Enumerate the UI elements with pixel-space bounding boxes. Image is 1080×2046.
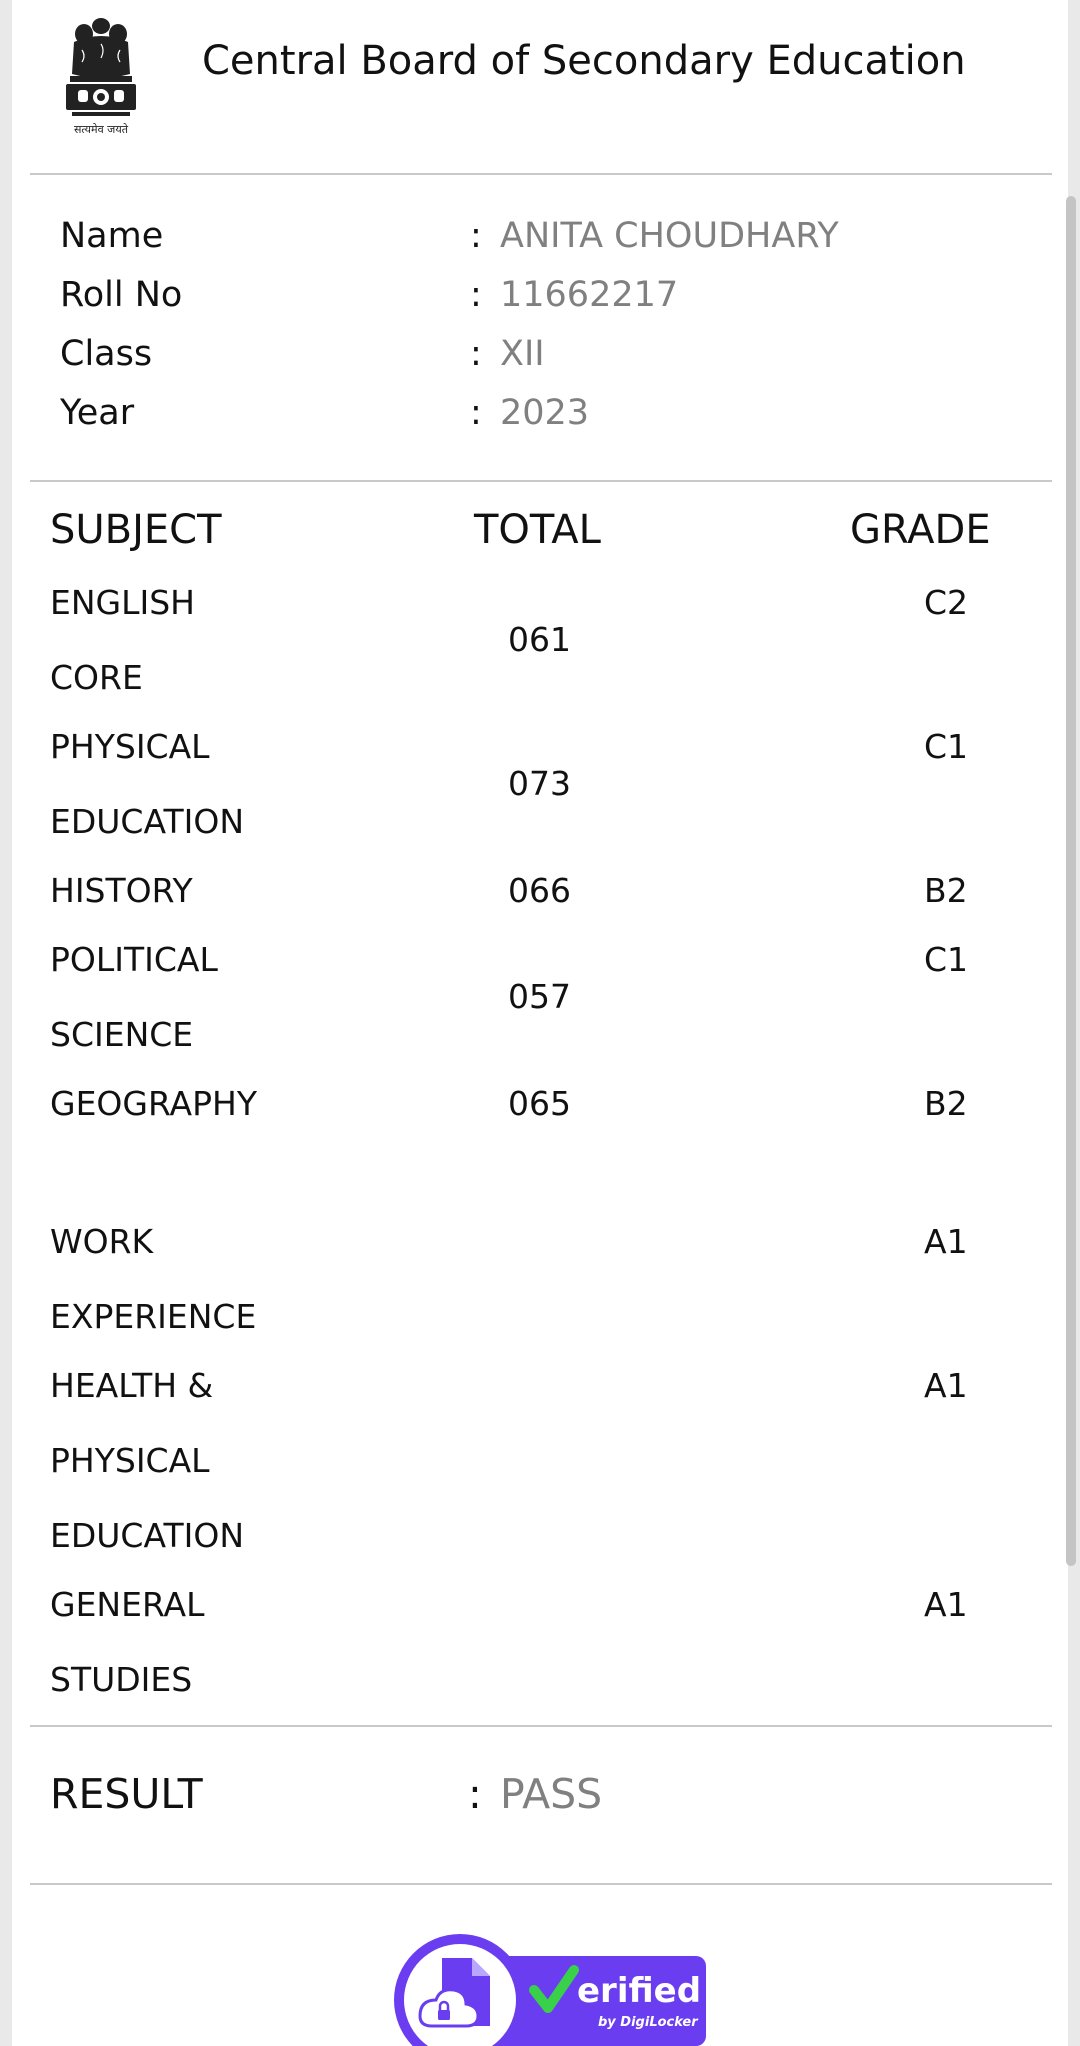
digilocker-verified-badge xyxy=(394,1930,714,2046)
info-separator: : xyxy=(470,393,482,433)
column-header-subject: SUBJECT xyxy=(50,507,222,553)
subject-name: HISTORY xyxy=(50,871,193,910)
marksheet-page xyxy=(12,0,1068,2046)
info-row-year xyxy=(12,393,1068,447)
subject-name: STUDIES xyxy=(50,1660,193,1699)
subject-name: GENERAL xyxy=(50,1585,205,1624)
info-row-roll-no xyxy=(12,275,1068,329)
divider xyxy=(30,480,1052,482)
svg-text:erified: erified xyxy=(577,1971,702,2011)
info-label: Name xyxy=(60,216,164,256)
info-label: Class xyxy=(60,334,153,374)
subject-grade: C1 xyxy=(924,940,969,979)
info-separator: : xyxy=(470,275,482,315)
student-name-value: ANITA CHOUDHARY xyxy=(500,216,839,256)
divider xyxy=(30,1725,1052,1727)
subject-total: 065 xyxy=(508,1084,571,1123)
subject-grade: A1 xyxy=(924,1585,968,1624)
roll-no-value: 11662217 xyxy=(500,275,679,315)
column-header-grade: GRADE xyxy=(850,507,991,553)
subject-name: ENGLISH xyxy=(50,583,195,622)
info-separator: : xyxy=(470,334,482,374)
subject-grade: C1 xyxy=(924,727,969,766)
national-emblem-icon xyxy=(56,12,146,140)
board-title: Central Board of Secondary Education xyxy=(202,38,966,84)
subject-name: EXPERIENCE xyxy=(50,1297,257,1336)
subject-name: EDUCATION xyxy=(50,802,245,841)
info-row-name xyxy=(12,216,1068,270)
svg-text:सत्यमेव जयते: सत्यमेव जयते xyxy=(73,123,129,136)
subject-grade: A1 xyxy=(924,1366,968,1405)
result-separator: : xyxy=(468,1770,482,1818)
subject-grade: A1 xyxy=(924,1222,968,1261)
subject-grade: B2 xyxy=(924,871,968,910)
result-value: PASS xyxy=(500,1770,603,1818)
subject-name: WORK xyxy=(50,1222,154,1261)
subject-name: HEALTH & xyxy=(50,1366,214,1405)
subject-name: SCIENCE xyxy=(50,1015,194,1054)
subject-total: 073 xyxy=(508,764,571,803)
subject-name: PHYSICAL xyxy=(50,727,210,766)
subject-name: PHYSICAL xyxy=(50,1441,210,1480)
year-value: 2023 xyxy=(500,393,590,433)
info-row-class xyxy=(12,334,1068,388)
subject-name: CORE xyxy=(50,658,143,697)
result-label: RESULT xyxy=(50,1770,203,1818)
vertical-scrollbar[interactable] xyxy=(1066,196,1076,1566)
divider xyxy=(30,173,1052,175)
class-value: XII xyxy=(500,334,545,374)
svg-text:by DigiLocker: by DigiLocker xyxy=(598,2015,698,2030)
subject-grade: C2 xyxy=(924,583,969,622)
subject-total: 061 xyxy=(508,620,571,659)
info-label: Roll No xyxy=(60,275,183,315)
subject-name: GEOGRAPHY xyxy=(50,1084,258,1123)
info-label: Year xyxy=(60,393,135,433)
subject-name: POLITICAL xyxy=(50,940,218,979)
subject-total: 066 xyxy=(508,871,571,910)
info-separator: : xyxy=(470,216,482,256)
subject-name: EDUCATION xyxy=(50,1516,245,1555)
board-header xyxy=(12,0,1068,175)
divider xyxy=(30,1883,1052,1885)
subject-total: 057 xyxy=(508,977,571,1016)
subject-grade: B2 xyxy=(924,1084,968,1123)
column-header-total: TOTAL xyxy=(474,507,601,553)
scrollbar-thumb[interactable] xyxy=(1066,196,1076,1566)
